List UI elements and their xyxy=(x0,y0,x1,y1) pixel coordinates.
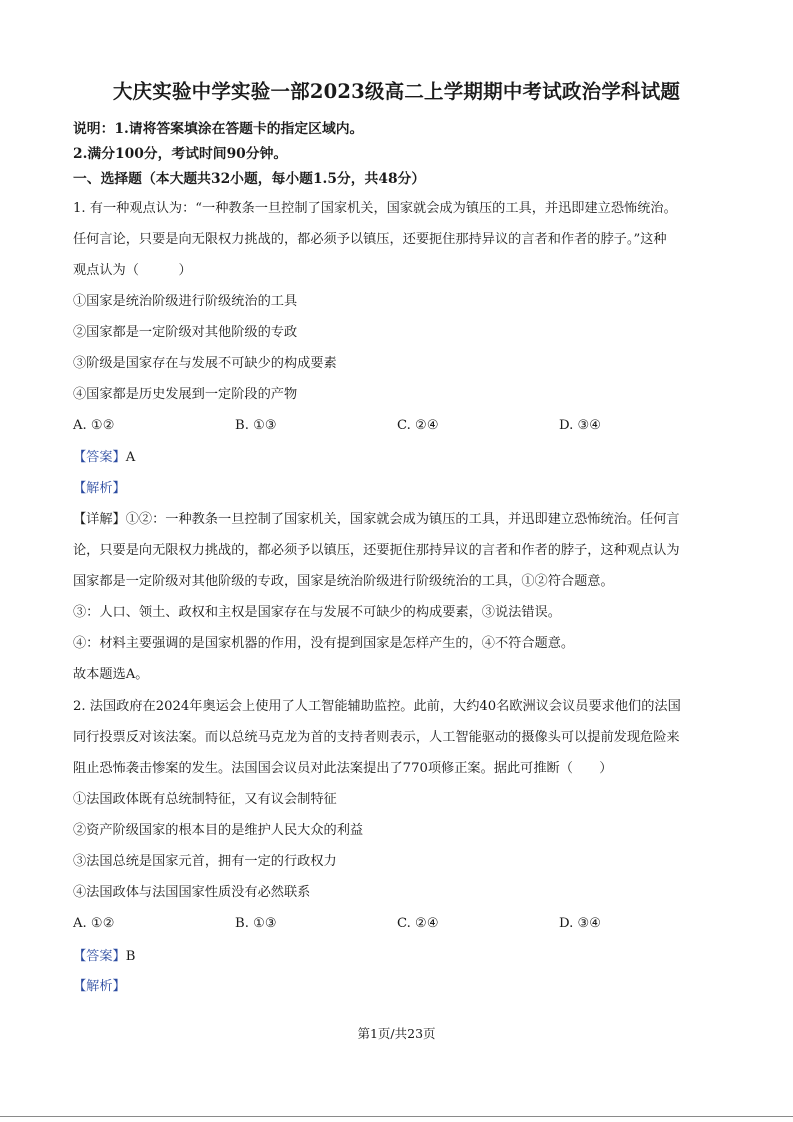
page-footer: 第1页/共23页 xyxy=(357,1026,436,1041)
q1-option-c: C. ②④ xyxy=(397,418,439,433)
q1-statement: ②国家都是一定阶级对其他阶级的专政 xyxy=(73,325,298,340)
q2-stem-line: 阻止恐怖袭击惨案的发生。法国国会议员对此法案提出了770项修正案。据此可推断（ ） xyxy=(73,761,613,776)
section-heading: 一、选择题（本大题共32小题，每小题1.5分，共48分） xyxy=(73,171,426,187)
detail-tag: 【详解】 xyxy=(73,512,126,527)
q2-option-c: C. ②④ xyxy=(397,916,439,931)
q1-statement: ④国家都是历史发展到一定阶段的产物 xyxy=(73,387,298,402)
q1-detail-line: ④：材料主要强调的是国家机器的作用，没有提到国家是怎样产生的，④不符合题意。 xyxy=(73,636,575,651)
q2-option-d: D. ③④ xyxy=(559,916,602,931)
q1-detail-line xyxy=(73,511,723,529)
q2-option-a: A. ①② xyxy=(73,916,115,931)
q2-statement: ①法国政体既有总统制特征，又有议会制特征 xyxy=(73,792,337,807)
page-title: 大庆实验中学实验一部2023级高二上学期期中考试政治学科试题 xyxy=(112,80,681,103)
answer-tag: 【答案】 xyxy=(73,450,126,465)
notes-line-1: 说明：1.请将答案填涂在答题卡的指定区域内。 xyxy=(73,121,364,137)
detail-text: ①②：一种教条一旦控制了国家机关，国家就会成为镇压的工具，并迅即建立恐怖统治。任何言 xyxy=(125,512,680,527)
q1-stem-line: 观点认为（ ） xyxy=(73,263,192,278)
q1-stem-line: 1. 有一种观点认为：“一种教条一旦控制了国家机关，国家就会成为镇压的工具，并迅即建立恐怖统治。 xyxy=(73,201,677,216)
q1-option-a: A. ①② xyxy=(73,418,115,433)
q1-option-d: D. ③④ xyxy=(559,418,602,433)
q1-analysis xyxy=(73,480,723,498)
answer-value: B xyxy=(125,949,136,964)
analysis-tag: 【解析】 xyxy=(73,979,126,994)
q1-stem-line: 任何言论，只要是向无限权力挑战的，都必须予以镇压，还要扼住那持异议的言者和作者的脖子。”这种 xyxy=(73,232,667,247)
q2-option-b: B. ①③ xyxy=(235,916,277,931)
q1-answer xyxy=(73,449,723,467)
q2-statement: ④法国政体与法国国家性质没有必然联系 xyxy=(73,885,311,900)
q1-statement: ③阶级是国家存在与发展不可缺少的构成要素 xyxy=(73,356,337,371)
q2-analysis xyxy=(73,978,723,996)
q2-statement: ③法国总统是国家元首，拥有一定的行政权力 xyxy=(73,854,337,869)
q1-statement: ①国家是统治阶级进行阶级统治的工具 xyxy=(73,294,298,309)
answer-value: A xyxy=(125,450,136,465)
q1-detail-line: 论，只要是向无限权力挑战的，都必须予以镇压，还要扼住那持异议的言者和作者的脖子，这种观点认为 xyxy=(73,543,680,558)
notes-line-2: 2.满分100分，考试时间90分钟。 xyxy=(73,146,288,162)
q2-statement: ②资产阶级国家的根本目的是维护人民大众的利益 xyxy=(73,823,364,838)
q1-option-b: B. ①③ xyxy=(235,418,277,433)
q1-detail-line: ③：人口、领土、政权和主权是国家存在与发展不可缺少的构成要素，③说法错误。 xyxy=(73,605,561,620)
q2-answer xyxy=(73,948,723,966)
answer-tag: 【答案】 xyxy=(73,949,126,964)
bottom-divider xyxy=(0,1116,793,1117)
analysis-tag: 【解析】 xyxy=(73,481,126,496)
q2-stem-line: 同行投票反对该法案。而以总统马克龙为首的支持者则表示，人工智能驱动的摄像头可以提前发现危险来 xyxy=(73,730,680,745)
q1-detail-line: 国家都是一定阶级对其他阶级的专政，国家是统治阶级进行阶级统治的工具，①②符合题意。 xyxy=(73,574,614,589)
q2-stem-line: 2. 法国政府在2024年奥运会上使用了人工智能辅助监控。此前，大约40名欧洲议会议员要求他们的法国 xyxy=(73,699,681,714)
q1-detail-line: 故本题选A。 xyxy=(73,667,149,682)
